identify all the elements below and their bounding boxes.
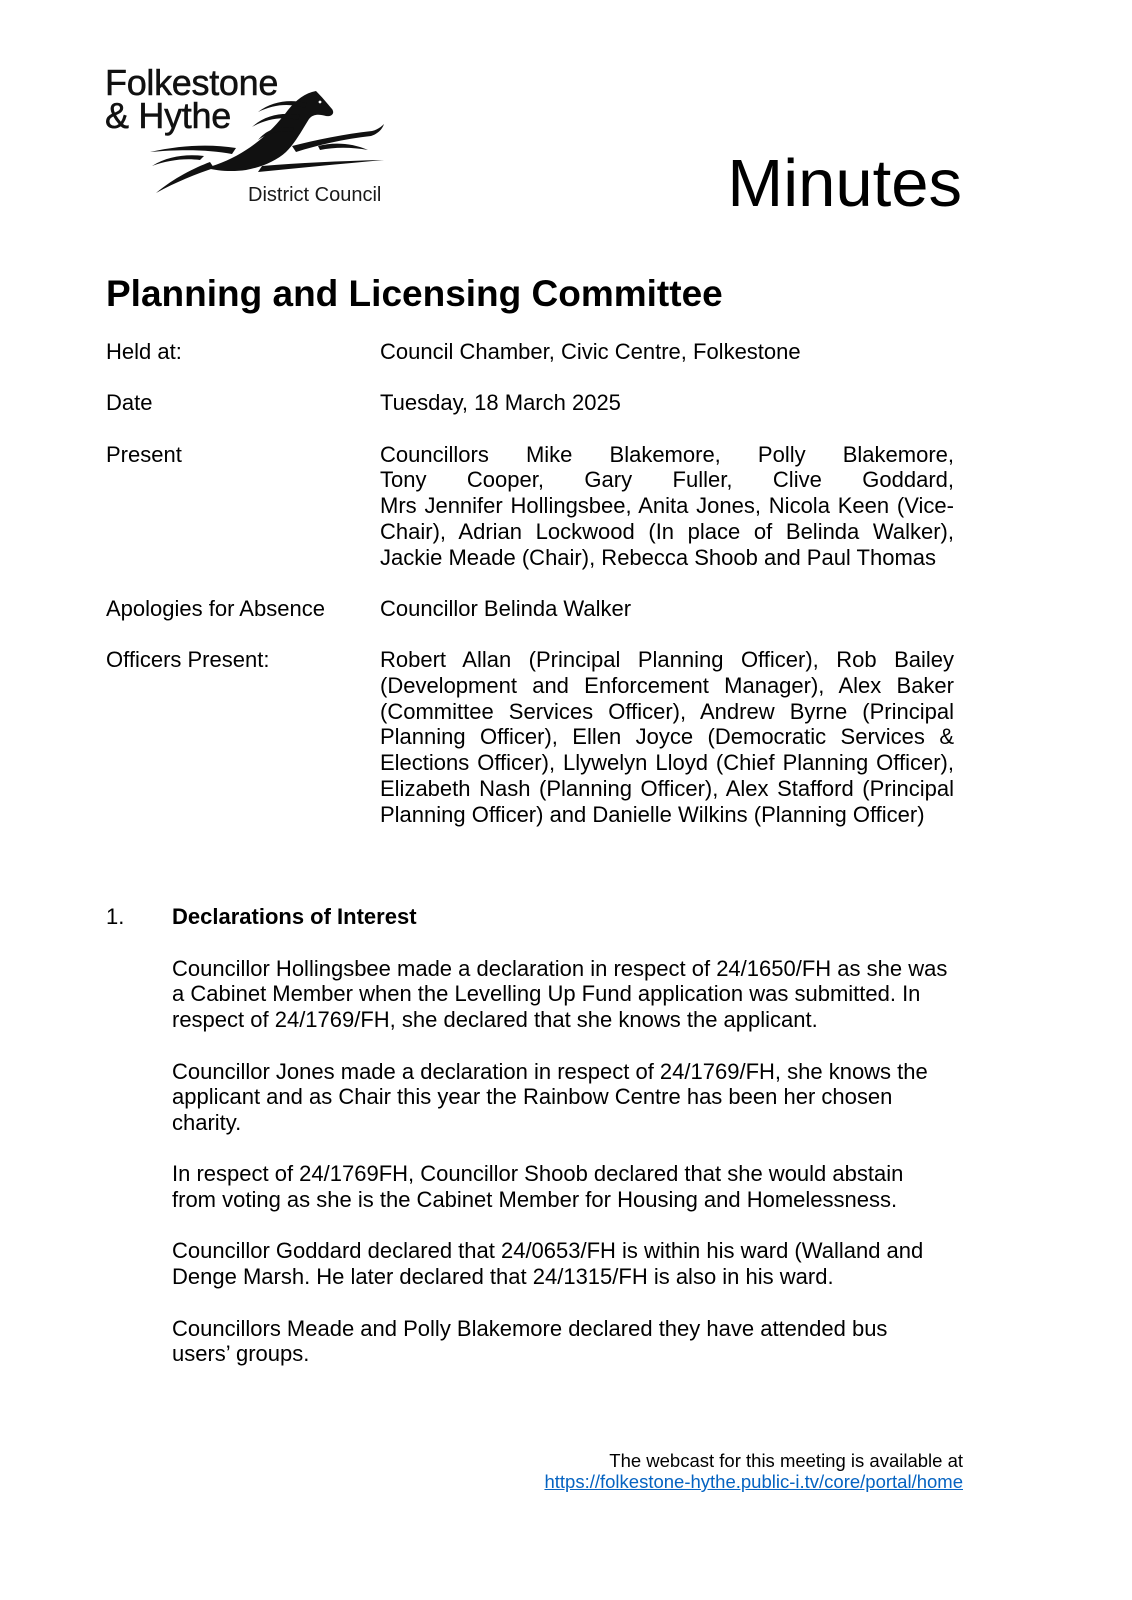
agenda-item xyxy=(106,904,1006,1367)
present-label: Present xyxy=(106,441,182,467)
paragraph-line: charity. xyxy=(172,1109,242,1135)
emblem-eye xyxy=(319,101,322,104)
paragraph-line: users’ groups. xyxy=(172,1341,310,1367)
paragraph-line: Councillor Hollingsbee made a declaration in respect of 24/1650/FH as she was xyxy=(172,955,948,981)
officers-line: (Development and Enforcement Manager), Alex Baker xyxy=(380,673,954,699)
agenda-item-title: Declarations of Interest xyxy=(172,904,417,930)
horse-emblem-icon xyxy=(140,85,390,200)
emblem-swoosh-stroke xyxy=(152,155,204,166)
apologies-row xyxy=(106,596,1006,622)
officers-line: Robert Allan (Principal Planning Officer), Rob Bailey xyxy=(380,647,954,673)
date-label: Date xyxy=(106,390,153,416)
officers-row xyxy=(106,647,1006,827)
webcast-link[interactable]: https://folkestone-hythe.public-i.tv/core/portal/home xyxy=(544,1471,963,1492)
document-type-heading: Minutes xyxy=(727,146,962,221)
officers-line: Elizabeth Nash (Planning Officer), Alex Stafford (Principal xyxy=(380,775,954,801)
paragraph-line: In respect of 24/1769FH, Councillor Shoob declared that she would abstain xyxy=(172,1161,904,1187)
council-logo xyxy=(0,0,400,215)
officers-line: Elections Officer), Llywelyn Lloyd (Chief Planning Officer), xyxy=(380,750,954,776)
present-value xyxy=(380,442,954,571)
paragraph-line: from voting as she is the Cabinet Member for Housing and Homelessness. xyxy=(172,1187,898,1213)
officers-value xyxy=(380,647,954,827)
officers-line: Planning Officer), Ellen Joyce (Democratic Services & xyxy=(380,724,954,750)
paragraph-line: applicant and as Chair this year the Rainbow Centre has been her chosen xyxy=(172,1084,893,1110)
emblem-hind-leg-stroke xyxy=(156,162,214,193)
declaration-paragraph xyxy=(172,956,1006,1033)
held-at-label: Held at: xyxy=(106,339,182,364)
declaration-paragraph xyxy=(172,1161,1006,1212)
paragraph-line: a Cabinet Member when the Levelling Up Fund application was submitted. In xyxy=(172,981,921,1007)
present-line: Councillors Mike Blakemore, Polly Blakemore, xyxy=(380,441,954,467)
present-line: Chair), Adrian Lockwood (In place of Belinda Walker), xyxy=(380,518,954,544)
apologies-value: Councillor Belinda Walker xyxy=(380,595,632,621)
officers-line: Planning Officer) and Danielle Wilkins (Planning Officer) xyxy=(380,801,925,827)
logo-line-hythe: & Hythe xyxy=(105,95,231,136)
declaration-paragraph xyxy=(172,1238,1006,1289)
logo-subtitle: District Council xyxy=(248,184,382,206)
webcast-note: The webcast for this meeting is available at xyxy=(609,1450,963,1471)
paragraph-line: Councillors Meade and Polly Blakemore declared they have attended bus xyxy=(172,1315,888,1341)
agenda-item-heading xyxy=(106,904,1006,930)
committee-title: Planning and Licensing Committee xyxy=(106,273,723,314)
present-line: Tony Cooper, Gary Fuller, Clive Goddard, xyxy=(380,467,954,493)
emblem-bent-leg-stroke xyxy=(318,144,368,150)
present-row xyxy=(106,442,1006,571)
emblem-wave-stroke xyxy=(258,160,384,172)
agenda-item-number: 1. xyxy=(106,904,125,930)
paragraph-line: Councillor Goddard declared that 24/0653/FH is within his ward (Walland and xyxy=(172,1238,924,1264)
officers-line: (Committee Services Officer), Andrew Byrne (Principal xyxy=(380,698,954,724)
paragraph-line: respect of 24/1769/FH, she declared that she knows the applicant. xyxy=(172,1007,818,1033)
present-line: Jackie Meade (Chair), Rebecca Shoob and Paul Thomas xyxy=(380,544,937,570)
present-line: Mrs Jennifer Hollingsbee, Anita Jones, Nicola Keen (Vice- xyxy=(380,493,954,519)
held-at-row xyxy=(106,339,1006,365)
emblem-tail-stroke xyxy=(150,146,236,154)
officers-label: Officers Present: xyxy=(106,647,270,673)
logo-line-folkestone: Folkestone xyxy=(105,62,279,103)
date-row xyxy=(106,390,1006,416)
apologies-label: Apologies for Absence xyxy=(106,595,325,621)
webcast-footer xyxy=(544,1450,963,1492)
declaration-paragraph xyxy=(172,1059,1006,1136)
date-value: Tuesday, 18 March 2025 xyxy=(380,390,621,416)
minutes-body xyxy=(106,339,1006,1393)
held-at-value: Council Chamber, Civic Centre, Folkestone xyxy=(380,339,801,364)
declaration-paragraph xyxy=(172,1316,1006,1367)
paragraph-line: Denge Marsh. He later declared that 24/1315/FH is also in his ward. xyxy=(172,1264,834,1290)
paragraph-line: Councillor Jones made a declaration in respect of 24/1769/FH, she knows the xyxy=(172,1058,928,1084)
